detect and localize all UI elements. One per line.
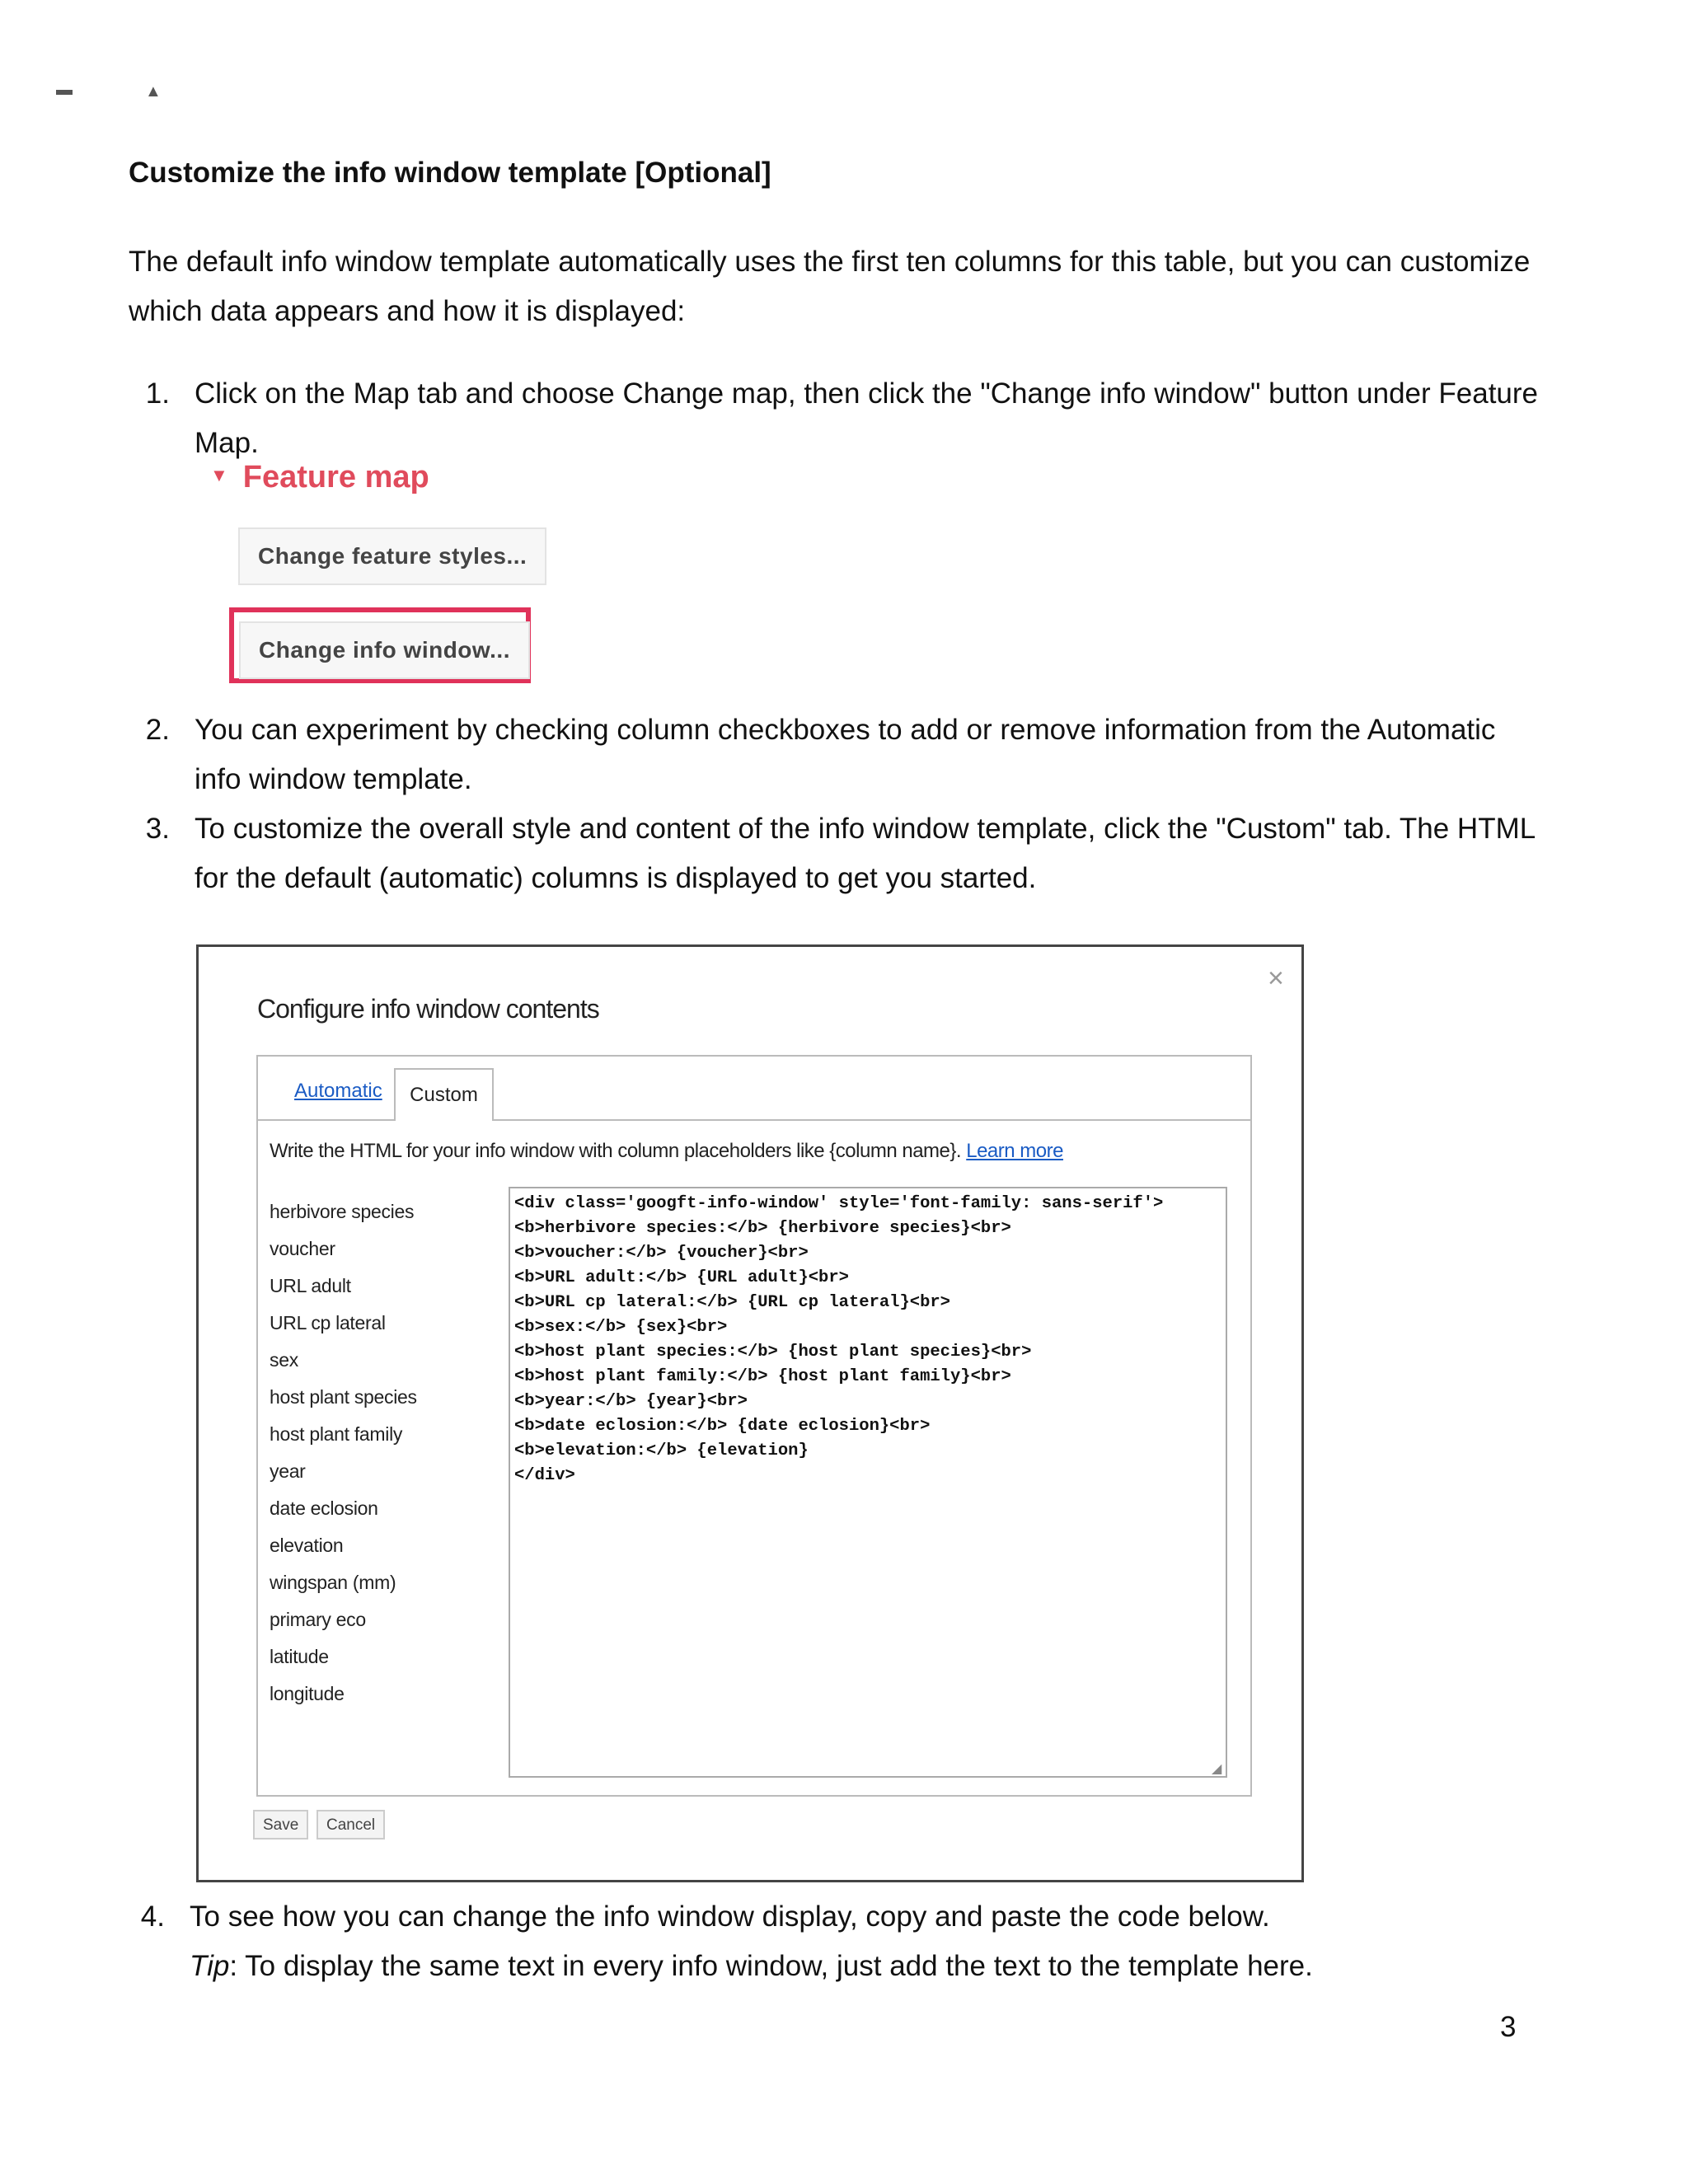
column-item[interactable]: host plant family [270,1423,403,1445]
learn-more-link[interactable]: Learn more [966,1140,1063,1162]
column-item[interactable]: date eclosion [270,1497,378,1519]
tab-automatic[interactable]: Automatic [294,1080,382,1102]
step-1-line-2: Map. [195,427,259,459]
resize-handle-icon[interactable]: ◢ [1212,1762,1222,1776]
step-3-line-1: To customize the overall style and content of the info window template, click the "Custom" tab. The HTML [195,813,1536,845]
column-item[interactable]: URL cp lateral [270,1312,386,1333]
column-item[interactable]: host plant species [270,1386,417,1408]
cancel-button[interactable]: Cancel [316,1810,385,1840]
step-number: 1. [145,377,170,410]
triangle-down-icon: ▼ [210,464,228,485]
step-2-line-2: info window template. [195,763,472,795]
feature-map-title: Feature map [242,460,429,494]
column-item[interactable]: longitude [270,1683,345,1704]
step-number: 4. [140,1900,165,1933]
step-4-line-1: To see how you can change the info window display, copy and paste the code below. [190,1900,1270,1933]
column-item[interactable]: primary eco [270,1609,366,1630]
change-feature-styles-button[interactable]: Change feature styles... [238,527,546,585]
column-item[interactable]: herbivore species [270,1201,415,1222]
feature-map-section[interactable] [210,460,429,495]
column-item[interactable]: sex [270,1349,298,1371]
dialog-instruction [270,1140,1063,1163]
change-info-window-button[interactable]: Change info window... [239,621,530,679]
step-number: 2. [145,714,170,746]
column-list [270,1193,417,1713]
intro-line-2: which data appears and how it is displayed: [129,295,686,327]
column-item[interactable]: wingspan (mm) [270,1572,396,1593]
column-item[interactable]: year [270,1460,306,1482]
step-3-line-2: for the default (automatic) columns is displayed to get you started. [195,862,1037,894]
step-2-line-1: You can experiment by checking column checkboxes to add or remove information from the Automatic [195,714,1496,746]
column-item[interactable]: elevation [270,1535,344,1556]
page-number: 3 [1500,2011,1517,2043]
section-heading: Customize the info window template [Optional] [129,157,771,189]
column-item[interactable]: URL adult [270,1275,351,1296]
html-template-code[interactable]: <div class='googft-info-window' style='font-family: sans-serif'> <b>herbivore species:</b> {herbivore species}<br> <b>voucher:</b> {voucher}<br> <b>URL adult:</b> {URL adult}<br> <b>URL cp lateral:</b> {URL cp lateral}<br> <b>sex:</b> {sex}<br> <b>host plant species:</b> {host plant species}<br> <b>host plant family:</b> {host plant family}<br> <b>year:</b> {year}<br> <b>date eclosion:</b> {date eclosion}<br> <b>elevation:</b> {elevation} </div> [514,1194,1164,1485]
dialog-title: Configure info window contents [257,994,599,1024]
tip-label: Tip [190,1950,230,1982]
close-icon[interactable]: × [1268,963,1284,994]
step-number: 3. [145,813,170,845]
tab-custom[interactable]: Custom [394,1068,494,1121]
scan-mark: ▬ [56,81,73,99]
save-button[interactable]: Save [253,1810,308,1840]
column-item[interactable]: latitude [270,1646,329,1667]
tip-text: : To display the same text in every info window, just add the text to the template here. [229,1950,1313,1982]
intro-line-1: The default info window template automatically uses the first ten columns for this table, but you can customize [129,246,1531,278]
column-item[interactable]: voucher [270,1238,335,1259]
step-1-line-1: Click on the Map tab and choose Change map, then click the "Change info window" button under Feature [195,377,1539,410]
scan-mark: ▲ [145,82,162,101]
step-4-tip [190,1942,1313,1991]
instruction-text: Write the HTML for your info window with column placeholders like {column name}. [270,1140,962,1162]
